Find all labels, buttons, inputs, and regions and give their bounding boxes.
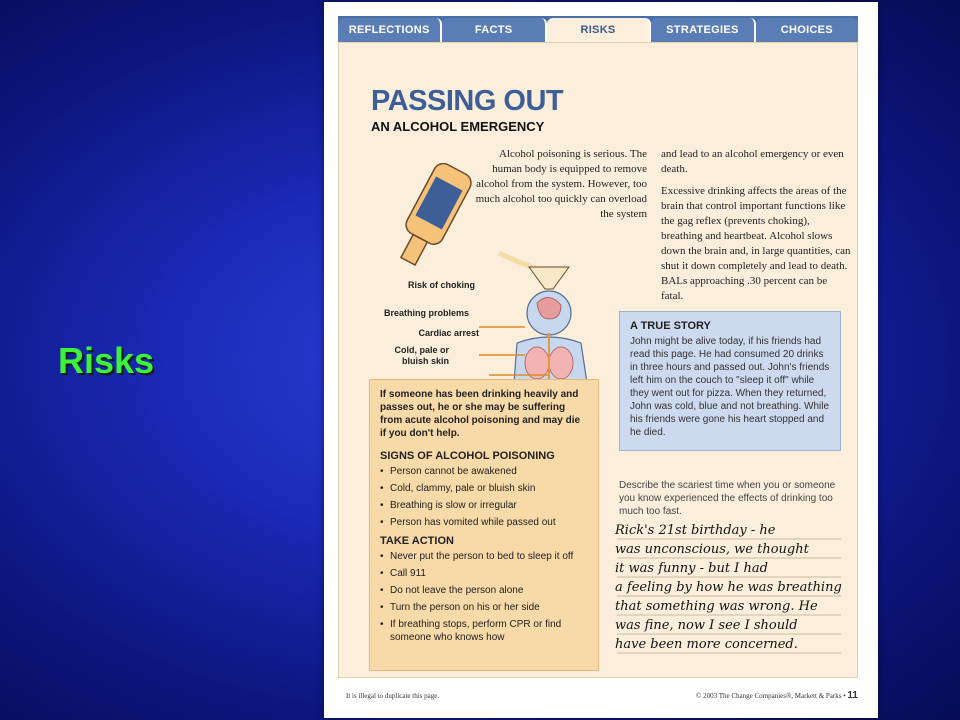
page-number: 11 — [847, 690, 858, 701]
list-item: • If breathing stops, perform CPR or find someone who knows how — [380, 618, 588, 644]
warning-lead: If someone has been drinking heavily and passes out, he or she may be suffering from acute alcohol poisoning and may die if you don't help. — [380, 389, 581, 439]
reflection-prompt: Describe the scariest time when you or someone you know experienced the effects of drinking too much too fast. — [619, 480, 836, 517]
list-item: • Cold, clammy, pale or bluish skin — [380, 482, 588, 495]
body-paragraph-1: and lead to an alcohol emergency or even death. — [661, 148, 844, 175]
page-subtitle: AN ALCOHOL EMERGENCY — [371, 119, 545, 134]
story-text: John might be alive today, if his friends had read this page. He had consumed 20 drinks in three hours and passed out. John's friends left him on the couch to "sleep it off" while they went out for pizza. When they returned, John was cold, blue and not breathing. While his friends were gone his heart stopped and he died. — [630, 336, 830, 438]
bottle-icon — [399, 163, 474, 271]
label-breathing: Breathing problems — [383, 308, 469, 318]
list-item: • Call 911 — [380, 567, 588, 580]
action-title: TAKE ACTION — [380, 535, 454, 547]
label-choking: Risk of choking — [407, 280, 475, 290]
tab-facts[interactable]: FACTS — [442, 18, 546, 42]
list-item: • Breathing is slow or irregular — [380, 499, 588, 512]
signs-title: SIGNS OF ALCOHOL POISONING — [380, 450, 555, 462]
warning-box — [369, 379, 599, 671]
page-title: PASSING OUT — [371, 85, 564, 117]
list-item: • Person cannot be awakened — [380, 465, 588, 478]
list-item: • Never put the person to bed to sleep it off — [380, 550, 588, 563]
section-tabs — [338, 16, 858, 42]
actions-list — [380, 550, 588, 644]
handwriting-line: have been more concerned. — [615, 637, 798, 652]
body-text — [661, 147, 851, 311]
story-title: A TRUE STORY — [630, 320, 711, 332]
label-skin: Cold, pale or bluish skin — [394, 345, 449, 366]
intro-text: Alcohol poisoning is serious. The human body is equipped to remove alcohol from the system. However, too much alcohol too quickly can overload the system — [475, 148, 647, 220]
footer-left: It is illegal to duplicate this page. — [346, 692, 440, 700]
handwriting-line: was unconscious, we thought — [615, 542, 809, 557]
slide-title: Risks — [58, 340, 155, 381]
handwriting-line: that something was wrong. He — [615, 599, 818, 614]
list-item: • Person has vomited while passed out — [380, 516, 588, 529]
true-story-box — [619, 311, 841, 451]
tab-strategies[interactable]: STRATEGIES — [651, 18, 755, 42]
tab-choices[interactable]: CHOICES — [756, 18, 858, 42]
handwriting-line: a feeling by how he was breathing — [615, 580, 842, 595]
body-paragraph-2: Excessive drinking affects the areas of the brain that control important functions like the gag reflex (prevents choking), breathing and heartbeat. Alcohol slows down the brain and, in large quantities, can shut it down completely and lead to death. BALs approaching .30 percent can be fatal. — [661, 185, 851, 302]
copyright-text: © 2003 The Change Companies®, Markett & Parks • — [696, 692, 846, 700]
handwriting-line: was fine, now I see I should — [615, 618, 798, 633]
label-cardiac: Cardiac arrest — [418, 328, 479, 338]
handwriting-line: Rick's 21st birthday - he — [615, 523, 776, 538]
tab-risks[interactable]: RISKS — [547, 18, 651, 42]
workbook-page — [324, 2, 878, 718]
footer-right — [696, 690, 858, 701]
tab-reflections[interactable]: REFLECTIONS — [338, 18, 442, 42]
signs-list — [380, 465, 588, 529]
handwritten-answer[interactable] — [615, 521, 865, 654]
list-item: • Do not leave the person alone — [380, 584, 588, 597]
list-item: • Turn the person on his or her side — [380, 601, 588, 614]
content-panel — [338, 42, 858, 678]
handwriting-line: it was funny - but I had — [615, 561, 768, 576]
